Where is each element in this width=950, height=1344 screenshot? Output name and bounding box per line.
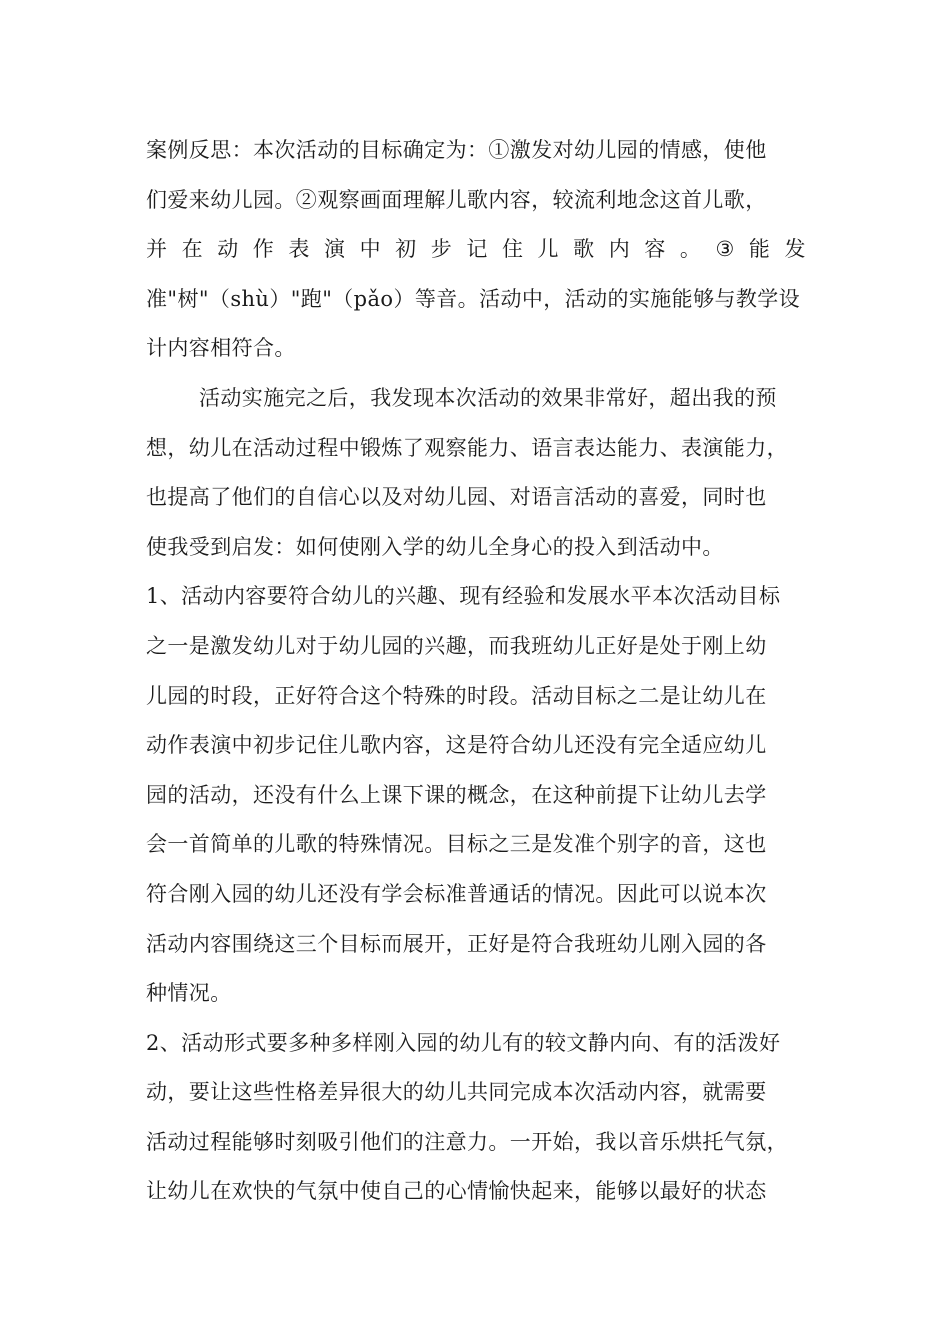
- text-line: 也提高了他们的自信心以及对幼儿园、对语言活动的喜爱，同时也: [146, 485, 767, 510]
- text-char: ③: [715, 237, 735, 262]
- text-char: 发: [784, 237, 806, 262]
- paragraph-activity-effect: [146, 374, 818, 572]
- text-char: 在: [181, 237, 203, 262]
- document-body: [146, 126, 818, 1217]
- text-line: 活动过程能够时刻吸引他们的注意力。一开始，我以音乐烘托气氛，: [146, 1129, 788, 1154]
- text-line: 们爱来幼儿园。②观察画面理解儿歌内容，较流利地念这首儿歌，: [146, 187, 767, 212]
- text-line: 之一是激发幼儿对于幼儿园的兴趣，而我班幼儿正好是处于刚上幼: [146, 633, 767, 658]
- text-line: 活动实施完之后，我发现本次活动的效果非常好，超出我的预: [199, 385, 777, 410]
- text-line: 动作表演中初步记住儿歌内容，这是符合幼儿还没有完全适应幼儿: [146, 733, 767, 758]
- text-line: 1、活动内容要符合幼儿的兴趣、现有经验和发展水平本次活动目标: [146, 584, 781, 609]
- text-line: 种情况。: [146, 981, 232, 1006]
- text-char: 步: [430, 237, 453, 262]
- paragraph-point-1: [146, 572, 818, 1018]
- text-line: 园的活动，还没有什么上课下课的概念，在这种前提下让幼儿去学: [146, 782, 767, 807]
- paragraph-reflection-goals: [146, 126, 818, 374]
- text-line: 符合刚入园的幼儿还没有学会标准普通话的情况。因此可以说本次: [146, 881, 767, 906]
- text-line: 动，要让这些性格差异很大的幼儿共同完成本次活动内容，就需要: [146, 1080, 767, 1105]
- text-line: 使我受到启发：如何使刚入学的幼儿全身心的投入到活动中。: [146, 534, 724, 559]
- text-char: 内: [608, 237, 631, 262]
- text-char: 儿: [537, 237, 559, 262]
- paragraph-point-2: [146, 1019, 818, 1217]
- text-char: 作: [252, 237, 275, 262]
- text-char: 。: [679, 237, 702, 262]
- text-line: 想，幼儿在活动过程中锻炼了观察能力、语言表达能力、表演能力，: [146, 435, 788, 460]
- text-char: 演: [323, 237, 346, 262]
- text-line-justified: [146, 225, 806, 275]
- text-char: 初: [395, 237, 417, 262]
- text-line: 准"树"（shù）"跑"（pǎo）等音。活动中，活动的实施能够与教学设: [146, 286, 801, 311]
- text-line: 案例反思：本次活动的目标确定为：①激发对幼儿园的情感，使他: [146, 138, 767, 162]
- text-char: 记: [466, 237, 488, 262]
- text-line: 活动内容围绕这三个目标而展开，正好是符合我班幼儿刚入园的各: [146, 931, 767, 956]
- text-char: 歌: [573, 237, 595, 262]
- text-char: 并: [146, 237, 168, 262]
- text-char: 中: [359, 237, 381, 262]
- text-char: 容: [644, 237, 666, 262]
- text-line: 2、活动形式要多种多样刚入园的幼儿有的较文静内向、有的活泼好: [146, 1030, 781, 1055]
- text-line: 会一首简单的儿歌的特殊情况。目标之三是发准个别字的音，这也: [146, 832, 767, 857]
- text-char: 住: [501, 237, 524, 262]
- text-char: 能: [748, 237, 771, 262]
- text-char: 表: [288, 237, 310, 262]
- text-line: 儿园的时段，正好符合这个特殊的时段。活动目标之二是让幼儿在: [146, 683, 767, 708]
- text-line: 让幼儿在欢快的气氛中使自己的心情愉快起来，能够以最好的状态: [146, 1179, 767, 1204]
- text-char: 动: [217, 237, 239, 262]
- text-line: 计内容相符合。: [146, 336, 296, 361]
